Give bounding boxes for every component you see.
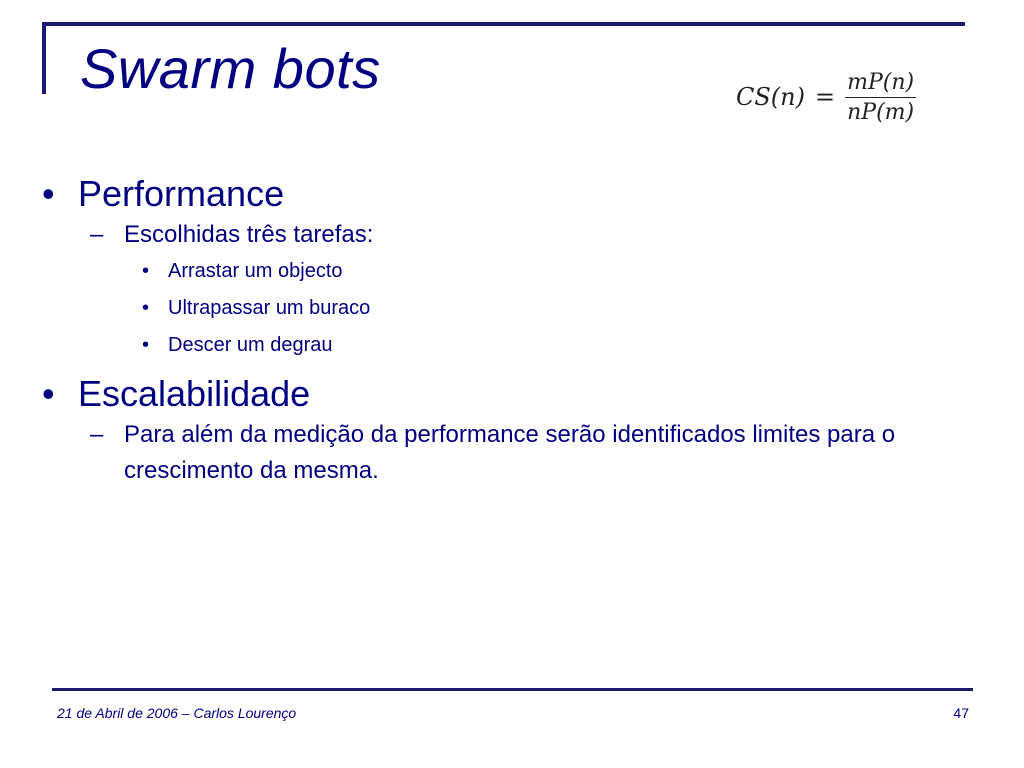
formula-denominator: nP(m)	[847, 99, 915, 125]
formula-lhs: CS(n)	[736, 83, 805, 111]
sub-bullet-limits	[40, 417, 990, 489]
task-item-text: Descer um degrau	[168, 334, 333, 357]
task-item-text: Ultrapassar um buraco	[168, 297, 371, 320]
task-item-descend-step	[40, 327, 990, 364]
page-number: 47	[953, 705, 969, 721]
bullet-text: Performance	[78, 173, 285, 214]
formula-numerator: mP(n)	[845, 70, 916, 98]
formula-fraction	[845, 70, 916, 125]
bullet-text: Escalabilidade	[78, 373, 311, 415]
bullet-scalability	[40, 372, 990, 415]
title-frame-top-line	[42, 22, 965, 26]
sub-bullet-text: Escolhidas três tarefas:	[124, 221, 374, 249]
formula-equals: =	[815, 83, 836, 111]
small-bullet-marker: •	[142, 297, 150, 320]
sub-bullet-text: Para além da medição da performance serão identificados limites para o crescimento da mesma.	[124, 421, 896, 485]
bullet-marker: •	[42, 173, 55, 214]
dash-marker: –	[90, 221, 104, 249]
small-bullet-marker: •	[142, 260, 150, 283]
task-item-drag-object	[40, 253, 990, 290]
bullet-marker: •	[42, 373, 55, 415]
bullet-performance	[40, 172, 990, 215]
formula	[736, 62, 948, 132]
task-item-text: Arrastar um objecto	[168, 260, 343, 283]
task-item-cross-hole	[40, 290, 990, 327]
slide-content	[40, 172, 990, 489]
title-frame-left-line	[42, 22, 46, 94]
small-bullet-marker: •	[142, 334, 150, 357]
footer-date-author: 21 de Abril de 2006 – Carlos Lourenço	[57, 705, 297, 721]
slide-title: Swarm bots	[80, 37, 381, 100]
dash-marker: –	[90, 421, 104, 449]
footer-divider	[52, 688, 973, 691]
sub-bullet-tasks	[40, 217, 990, 253]
